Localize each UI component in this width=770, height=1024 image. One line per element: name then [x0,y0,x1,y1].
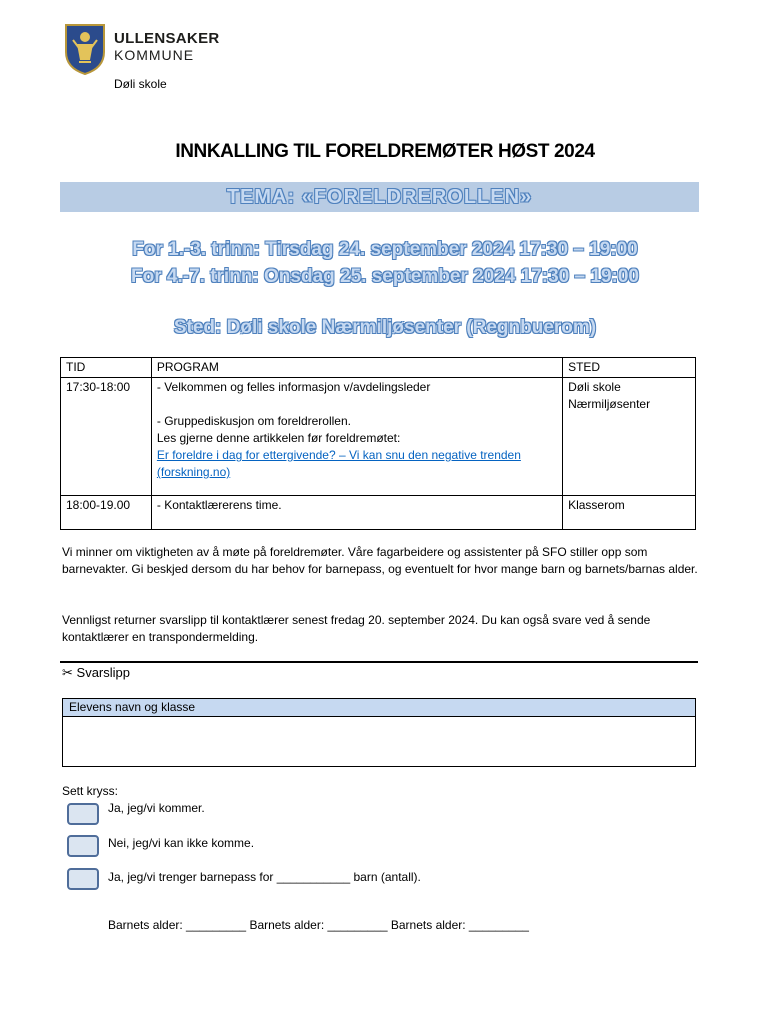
child-ages-line: Barnets alder: _________ Barnets alder: _________ Barnets alder: _________ [108,918,529,932]
location-line: Sted: Døli skole Nærmiljøsenter (Regnbuerom) [173,317,597,338]
student-name-box [62,698,696,767]
program-line: - Gruppediskusjon om foreldrerollen. [156,414,351,428]
table-row [61,378,696,496]
program-line: - Velkommen og felles informasjon v/avdelingsleder [156,380,431,394]
option-coming-label: Ja, jeg/vi kommer. [108,801,205,815]
option-not-coming-label: Nei, jeg/vi kan ikke komme. [108,836,255,850]
theme-banner: TEMA: «FORELDREROLLEN» [60,182,699,212]
program-table [60,357,696,530]
slip-label-text: Svarslipp [76,665,130,680]
scissors-icon: ✂ [62,665,73,680]
checkbox-coming[interactable] [67,803,99,825]
org-name-line2: KOMMUNE [114,47,195,63]
cell-time: 18:00-19.00 [61,496,152,530]
option-childcare-label: Ja, jeg/vi trenger barnepass for ___________ barn (antall). [108,870,421,884]
school-name: Døli skole [114,77,167,91]
org-name-line1: ULLENSAKER [114,30,220,47]
checkbox-childcare[interactable] [67,868,99,890]
checkbox-not-coming[interactable] [67,835,99,857]
cell-program [151,378,562,496]
cell-place [563,378,696,496]
cut-line [60,661,698,663]
slip-label [62,665,130,681]
place-line: Nærmiljøsenter [568,397,651,411]
student-name-header: Elevens navn og klasse [63,699,695,717]
schedule-line-2: For 4.-7. trinn: Onsdag 25. september 2024 17:30 – 19:00 [131,266,639,287]
table-row [61,496,696,530]
info-paragraph: Vi minner om viktigheten av å møte på foreldremøter. Våre fagarbeidere og assistenter på SFO stiller opp som barnevakter. Gi beskjed dersom du har behov for barnepass, og eventuelt for hvor mange barn og barnets/barnas alder. [62,545,698,576]
schedule-line-1: For 1.-3. trinn: Tirsdag 24. september 2024 17:30 – 19:00 [132,239,638,260]
column-header-sted: STED [563,358,696,378]
cell-place: Klasserom [563,496,696,530]
student-name-field[interactable] [63,717,695,766]
program-line: Les gjerne denne artikkelen før foreldremøtet: [156,431,401,445]
check-instruction: Sett kryss: [62,784,119,798]
article-link[interactable]: Er foreldre i dag for ettergivende? – Vi kan snu den negative trenden (forskning.no) [156,448,521,479]
place-line: Døli skole [568,380,621,394]
document-title: INNKALLING TIL FORELDREMØTER HØST 2024 [175,141,595,162]
organization-name [114,31,220,63]
reply-paragraph: Vennligst returner svarslipp til kontaktlærer senest fredag 20. september 2024. Du kan også svare ved å sende kontaktlærer en transpondermelding. [62,613,651,644]
table-header-row [61,358,696,378]
ullensaker-coat-of-arms-icon [63,22,107,76]
column-header-program: PROGRAM [151,358,562,378]
cell-time: 17:30-18:00 [61,378,152,496]
cell-program: - Kontaktlærerens time. [151,496,562,530]
column-header-tid: TID [61,358,152,378]
